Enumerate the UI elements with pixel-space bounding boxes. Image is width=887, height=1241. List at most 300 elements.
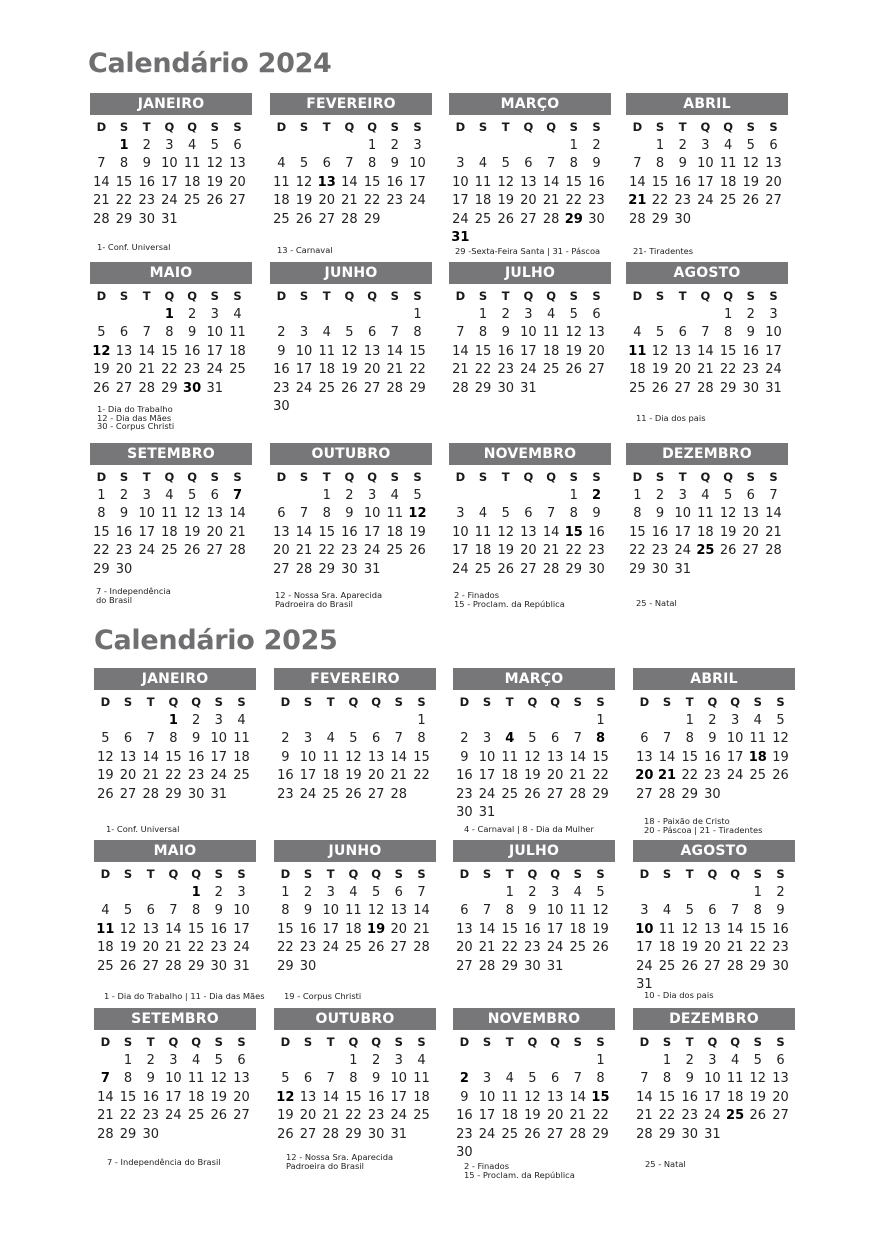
- day-cell: 25: [322, 786, 339, 802]
- day-cell: 24: [636, 958, 653, 974]
- weekday-label: S: [746, 470, 755, 484]
- day-cell: 30: [497, 380, 514, 396]
- day-cell: 2: [214, 884, 223, 900]
- weekday-label: Q: [723, 120, 733, 134]
- day-cell: 16: [524, 921, 541, 937]
- day-cell: 9: [708, 731, 717, 746]
- weekday-label: S: [478, 120, 488, 134]
- week-row: [90, 137, 252, 156]
- weekday-label: Q: [550, 1035, 560, 1049]
- weekday-label: Q: [546, 289, 556, 303]
- empty-cell: [739, 211, 762, 230]
- week-row: [633, 1089, 795, 1108]
- week-row: [274, 902, 436, 921]
- day-cell: 5: [655, 325, 665, 340]
- day-cell: 13: [142, 921, 159, 937]
- weekday-label: S: [596, 695, 605, 709]
- week-row: [270, 306, 432, 325]
- day-cell: 2: [187, 306, 197, 322]
- empty-cell: [566, 1052, 589, 1071]
- day-cell: 13: [765, 156, 782, 171]
- day-cell: 2: [142, 137, 151, 153]
- day-cell: 22: [651, 193, 669, 208]
- day-cell: 18: [474, 543, 492, 558]
- day-cell: 22: [187, 940, 205, 955]
- day-cell: 15: [592, 749, 609, 765]
- month-block: [449, 443, 611, 579]
- week-row: [453, 749, 615, 768]
- weekday-label: D: [276, 120, 287, 134]
- day-cell: 9: [277, 343, 286, 359]
- weekday-row: [449, 468, 611, 487]
- empty-cell: [453, 1052, 476, 1071]
- weekday-label: Q: [168, 1035, 179, 1049]
- day-cell: 4: [322, 325, 331, 340]
- day-cell: 10: [674, 506, 691, 521]
- day-cell: 6: [592, 306, 601, 322]
- day-cell: 17: [165, 1089, 182, 1105]
- day-cell: 22: [658, 1108, 676, 1123]
- day-cell: 14: [138, 343, 155, 359]
- day-cell: 20: [299, 1108, 317, 1123]
- day-cell: 28: [478, 958, 496, 974]
- week-row: [94, 712, 256, 731]
- weekday-label: Q: [371, 867, 381, 881]
- day-cell: 19: [497, 543, 514, 558]
- weekday-label: S: [390, 289, 399, 303]
- day-cell: 12: [367, 903, 385, 918]
- day-cell: 8: [322, 506, 331, 521]
- day-cell: 19: [719, 524, 737, 540]
- week-row: [633, 884, 795, 903]
- day-cell: 23: [142, 1108, 159, 1123]
- empty-cell: [494, 229, 517, 248]
- day-cell: 13: [546, 749, 564, 765]
- day-cell: 8: [478, 325, 488, 340]
- week-row: [270, 505, 432, 524]
- day-cell: 28: [93, 211, 110, 227]
- weekday-label: S: [596, 867, 605, 881]
- week-row: [453, 730, 615, 749]
- day-cell: 25: [719, 193, 737, 208]
- week-row: [449, 487, 611, 506]
- week-row: [90, 561, 252, 580]
- day-cell: 9: [655, 506, 665, 521]
- week-row: [453, 1052, 615, 1071]
- month-header: JANEIRO: [94, 668, 256, 690]
- day-cell: 29: [681, 786, 698, 802]
- day-cell: 23: [386, 193, 404, 208]
- day-cell: 10: [697, 156, 714, 171]
- day-cell: 11: [542, 325, 560, 340]
- day-cell: 24: [704, 1108, 721, 1123]
- day-cell: 3: [210, 306, 219, 322]
- week-row: [449, 505, 611, 524]
- day-cell: 9: [281, 749, 290, 765]
- day-cell: 19: [210, 1089, 228, 1105]
- day-cell: 20: [318, 193, 335, 208]
- day-cell: 19: [524, 768, 541, 783]
- empty-cell: [297, 712, 320, 731]
- day-cell: 25: [542, 362, 560, 377]
- week-row: [94, 958, 256, 977]
- day-cell: 31: [233, 958, 250, 974]
- day-cell: 24: [390, 1108, 408, 1123]
- empty-cell: [476, 1144, 499, 1163]
- day-cell: 28: [413, 940, 430, 955]
- day-cell: 24: [210, 768, 228, 783]
- week-row: [449, 137, 611, 156]
- day-cell: 3: [640, 903, 649, 918]
- weekday-label: S: [299, 470, 309, 484]
- day-cell: 15: [93, 524, 110, 540]
- day-cell: 18: [569, 921, 587, 937]
- week-row: [90, 155, 252, 174]
- day-cell: 23: [651, 543, 669, 558]
- day-cell: 31: [363, 561, 381, 577]
- week-row: [453, 804, 615, 823]
- week-row: [633, 958, 795, 977]
- day-cell: 23: [772, 940, 789, 955]
- day-cell: 15: [658, 1089, 676, 1105]
- day-cell: 23: [588, 193, 605, 208]
- weekday-label: T: [322, 470, 331, 484]
- day-cell: 18: [413, 1089, 430, 1105]
- week-row: [633, 1126, 795, 1145]
- day-cell: 24: [206, 362, 224, 377]
- day-cell: 8: [655, 156, 665, 171]
- day-cell: 4: [662, 903, 672, 918]
- day-cell: 14: [478, 921, 496, 937]
- weekday-row: [94, 1033, 256, 1052]
- day-cell: 20: [229, 174, 246, 190]
- empty-cell: [230, 1126, 253, 1145]
- day-cell: 26: [119, 958, 137, 974]
- day-cell: 11: [749, 731, 767, 746]
- weekday-label: D: [455, 470, 466, 484]
- day-cell: 20: [367, 768, 385, 783]
- day-cell: 15: [651, 174, 669, 190]
- day-cell: 16: [142, 1089, 159, 1105]
- empty-cell: [717, 561, 740, 580]
- day-cell: 26: [93, 380, 110, 396]
- empty-cell: [694, 211, 717, 230]
- day-cell: 4: [233, 306, 242, 322]
- day-cell: 12: [772, 731, 789, 746]
- empty-cell: [162, 884, 185, 903]
- day-cell: 2: [460, 731, 469, 746]
- week-row: [270, 524, 432, 543]
- day-cell: 31: [704, 1126, 721, 1142]
- day-cell: 5: [596, 884, 605, 900]
- day-cell: 17: [478, 1108, 496, 1123]
- day-cell: 17: [704, 1089, 721, 1105]
- week-row: [90, 542, 252, 561]
- day-cell: 14: [390, 749, 408, 765]
- day-cell: 26: [772, 768, 789, 783]
- empty-cell: [270, 487, 293, 506]
- day-cell: 1: [662, 1052, 672, 1068]
- empty-cell: [319, 958, 342, 977]
- day-cell: 21: [765, 524, 782, 540]
- day-cell: 3: [456, 156, 465, 171]
- day-cell: 11: [229, 325, 246, 340]
- day-cell: 20: [520, 193, 537, 208]
- day-cell: 28: [142, 786, 159, 802]
- day-cell: 22: [719, 362, 737, 377]
- day-cell: 6: [233, 137, 242, 153]
- holiday-day: 15: [591, 1089, 610, 1105]
- month-header: JUNHO: [274, 840, 436, 862]
- day-cell: 9: [746, 325, 755, 340]
- weekday-label: Q: [550, 867, 560, 881]
- week-row: [94, 902, 256, 921]
- day-cell: 27: [546, 786, 564, 802]
- day-cell: 2: [678, 137, 687, 153]
- holiday-note: 1- Dia do Trabalho 12 - Dia das Mães 30 - Corpus Christi: [97, 404, 175, 431]
- day-cell: 17: [636, 940, 653, 955]
- empty-cell: [90, 137, 113, 156]
- day-cell: 18: [719, 174, 737, 190]
- day-cell: 22: [501, 940, 518, 955]
- weekday-label: Q: [348, 1035, 359, 1049]
- day-cell: 12: [97, 749, 114, 765]
- day-cell: 27: [363, 380, 381, 396]
- empty-cell: [494, 137, 517, 156]
- day-cell: 18: [345, 921, 362, 937]
- day-cell: 17: [452, 193, 469, 208]
- day-cell: 20: [363, 362, 381, 377]
- empty-cell: [724, 1126, 747, 1145]
- day-cell: 19: [772, 749, 789, 765]
- week-row: [94, 767, 256, 786]
- week-row: [274, 1126, 436, 1145]
- day-cell: 19: [345, 768, 362, 783]
- day-cell: 3: [303, 731, 313, 746]
- day-cell: 25: [474, 561, 492, 577]
- day-cell: 9: [390, 156, 399, 171]
- day-cell: 17: [697, 174, 714, 190]
- day-cell: 2: [501, 306, 510, 322]
- weekday-row: [626, 118, 788, 137]
- day-cell: 19: [749, 1089, 767, 1105]
- day-cell: 20: [772, 1089, 789, 1105]
- day-cell: 13: [367, 749, 385, 765]
- day-cell: 17: [390, 1089, 408, 1105]
- day-cell: 29: [501, 958, 518, 974]
- weekday-label: S: [655, 120, 665, 134]
- day-cell: 29: [119, 1126, 137, 1142]
- empty-cell: [769, 976, 792, 995]
- day-cell: 4: [546, 306, 556, 322]
- day-cell: 5: [528, 731, 537, 746]
- empty-cell: [365, 712, 388, 731]
- day-cell: 8: [633, 506, 642, 521]
- day-cell: 30: [138, 211, 155, 227]
- day-cell: 2: [776, 884, 785, 900]
- day-cell: 10: [165, 1071, 182, 1086]
- day-cell: 29: [277, 958, 294, 974]
- empty-cell: [181, 561, 204, 580]
- day-cell: 8: [662, 1071, 672, 1086]
- week-row: [626, 361, 788, 380]
- day-cell: 9: [528, 903, 537, 918]
- week-row: [90, 380, 252, 399]
- day-cell: 27: [520, 211, 537, 227]
- day-cell: 31: [674, 561, 691, 577]
- day-cell: 17: [206, 343, 224, 359]
- day-cell: 8: [413, 325, 422, 340]
- day-cell: 10: [363, 506, 381, 521]
- day-cell: 25: [501, 786, 518, 802]
- day-cell: 1: [633, 487, 642, 503]
- day-cell: 18: [726, 1089, 744, 1105]
- day-cell: 10: [138, 506, 155, 521]
- week-row: [270, 361, 432, 380]
- empty-cell: [762, 211, 785, 230]
- day-cell: 3: [550, 884, 560, 900]
- empty-cell: [94, 1052, 117, 1071]
- day-cell: 24: [674, 543, 691, 558]
- week-row: [633, 939, 795, 958]
- day-cell: 5: [123, 903, 133, 918]
- month-block: [449, 262, 611, 398]
- week-row: [94, 730, 256, 749]
- week-row: [94, 786, 256, 805]
- day-cell: 18: [273, 193, 290, 208]
- weekday-label: D: [639, 695, 650, 709]
- weekday-label: S: [482, 695, 492, 709]
- day-cell: 23: [138, 193, 155, 208]
- day-cell: 15: [681, 749, 698, 765]
- day-cell: 4: [277, 156, 286, 171]
- weekday-label: T: [678, 470, 687, 484]
- day-cell: 5: [101, 731, 110, 746]
- month-block: [94, 668, 256, 804]
- weekday-row: [453, 693, 615, 712]
- weekday-label: S: [592, 289, 601, 303]
- weekday-label: Q: [730, 867, 740, 881]
- weekday-label: Q: [187, 289, 197, 303]
- day-cell: 14: [569, 1089, 587, 1105]
- day-cell: 27: [674, 380, 691, 396]
- day-cell: 25: [413, 1108, 430, 1123]
- day-cell: 1: [596, 712, 605, 728]
- empty-cell: [566, 1144, 589, 1163]
- empty-cell: [270, 306, 293, 325]
- month-block: [274, 840, 436, 976]
- weekday-label: Q: [371, 1035, 381, 1049]
- weekday-label: S: [417, 695, 426, 709]
- day-cell: 12: [742, 156, 760, 171]
- day-cell: 22: [749, 940, 767, 955]
- day-cell: 5: [187, 487, 197, 503]
- week-row: [626, 380, 788, 399]
- day-cell: 23: [456, 786, 473, 802]
- month-header: OUTUBRO: [270, 443, 432, 465]
- day-cell: 30: [674, 211, 691, 227]
- day-cell: 27: [115, 380, 133, 396]
- day-cell: 31: [520, 380, 537, 396]
- week-row: [453, 884, 615, 903]
- month-header: FEVEREIRO: [274, 668, 436, 690]
- weekday-label: Q: [523, 470, 534, 484]
- day-cell: 1: [417, 712, 426, 728]
- day-cell: 15: [501, 921, 518, 937]
- day-cell: 20: [520, 543, 537, 558]
- day-cell: 19: [295, 193, 313, 208]
- day-cell: 3: [413, 137, 422, 153]
- day-cell: 21: [413, 921, 430, 937]
- empty-cell: [117, 884, 140, 903]
- day-cell: 1: [123, 1052, 133, 1068]
- day-cell: 1: [655, 137, 665, 153]
- day-cell: 13: [229, 156, 246, 171]
- day-cell: 26: [749, 1108, 767, 1123]
- day-cell: 24: [409, 193, 426, 208]
- empty-cell: [472, 229, 495, 248]
- day-cell: 27: [229, 193, 246, 208]
- day-cell: 4: [730, 1052, 740, 1068]
- month-block: [449, 93, 611, 248]
- day-cell: 16: [588, 174, 605, 190]
- day-cell: 20: [119, 768, 137, 783]
- day-cell: 15: [474, 343, 492, 359]
- day-cell: 14: [413, 903, 430, 918]
- day-cell: 30: [588, 211, 605, 227]
- holiday-day: 18: [748, 749, 767, 765]
- week-row: [633, 767, 795, 786]
- week-row: [449, 343, 611, 362]
- day-cell: 15: [187, 921, 205, 937]
- day-cell: 18: [322, 768, 339, 783]
- day-cell: 5: [413, 487, 422, 503]
- empty-cell: [297, 1052, 320, 1071]
- day-cell: 28: [636, 1126, 653, 1142]
- day-cell: 15: [345, 1089, 362, 1105]
- day-cell: 21: [322, 1108, 339, 1123]
- day-cell: 10: [409, 156, 426, 171]
- week-row: [90, 306, 252, 325]
- day-cell: 11: [183, 156, 201, 171]
- week-row: [90, 361, 252, 380]
- week-row: [270, 155, 432, 174]
- day-cell: 9: [678, 156, 687, 171]
- empty-cell: [498, 804, 521, 823]
- empty-cell: [585, 380, 608, 399]
- day-cell: 15: [719, 343, 737, 359]
- weekday-row: [90, 468, 252, 487]
- weekday-label: T: [326, 867, 335, 881]
- empty-cell: [649, 306, 672, 325]
- day-cell: 19: [409, 524, 426, 540]
- week-row: [453, 1126, 615, 1145]
- day-cell: 26: [497, 561, 514, 577]
- day-cell: 21: [390, 768, 408, 783]
- weekday-label: D: [455, 289, 466, 303]
- weekday-label: Q: [707, 1035, 718, 1049]
- week-row: [90, 524, 252, 543]
- week-row: [270, 398, 432, 417]
- month-block: [90, 262, 252, 398]
- day-cell: 7: [640, 1071, 649, 1086]
- day-cell: 9: [345, 506, 354, 521]
- empty-cell: [626, 306, 649, 325]
- empty-cell: [498, 1052, 521, 1071]
- empty-cell: [472, 137, 495, 156]
- day-cell: 9: [460, 1089, 469, 1105]
- week-row: [274, 958, 436, 977]
